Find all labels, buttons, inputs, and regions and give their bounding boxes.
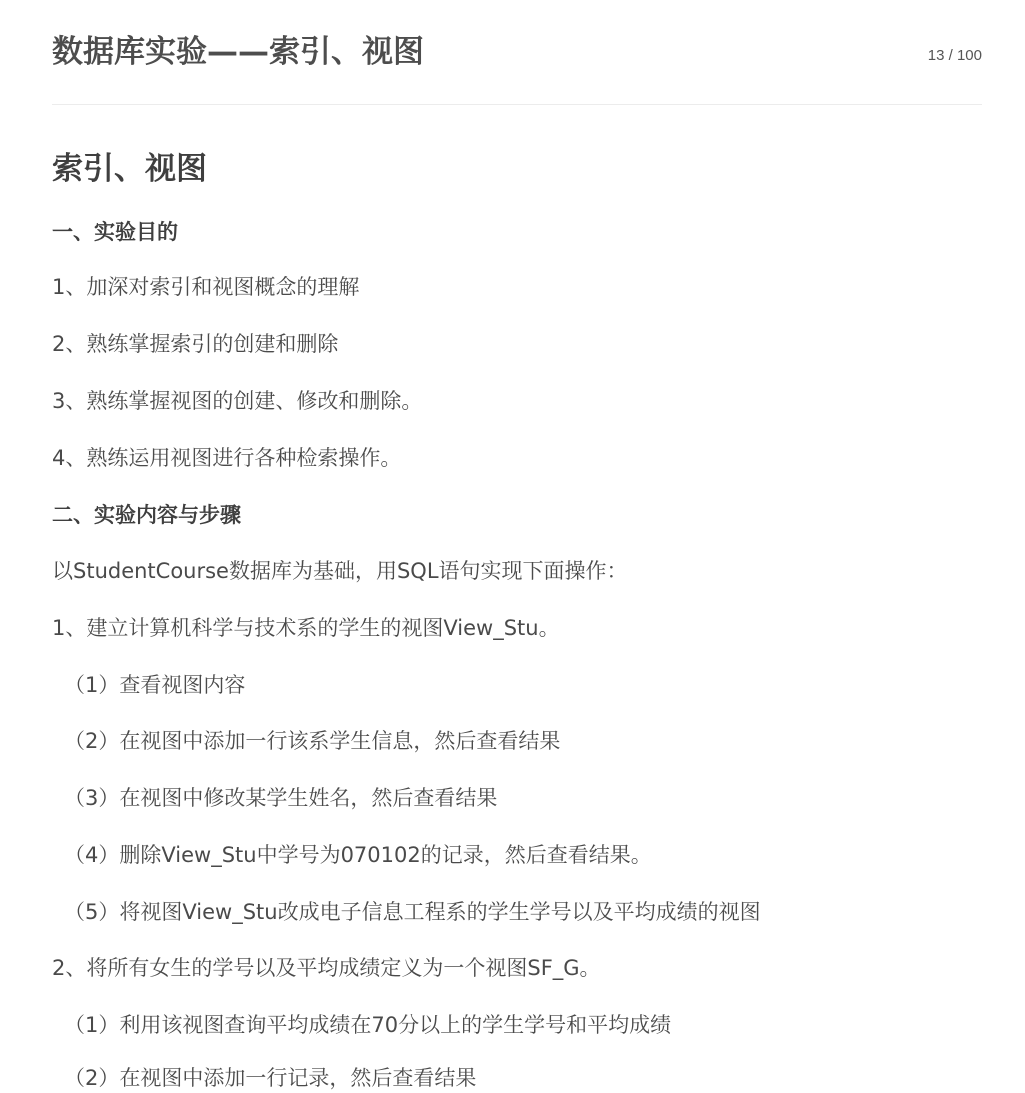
- document-title: 数据库实验——索引、视图: [52, 34, 424, 70]
- paragraph-line: （5）将视图View_Stu改成电子信息工程系的学生学号以及平均成绩的视图: [64, 900, 761, 924]
- paragraph-line: （1）查看视图内容: [64, 673, 246, 697]
- paragraph-line: 4、熟练运用视图进行各种检索操作。: [52, 446, 402, 470]
- paragraph-line: （1）利用该视图查询平均成绩在70分以上的学生学号和平均成绩: [64, 1013, 672, 1037]
- paragraph-line: 1、建立计算机科学与技术系的学生的视图View_Stu。: [52, 616, 560, 640]
- paragraph-line: （4）删除View_Stu中学号为070102的记录，然后查看结果。: [64, 843, 652, 867]
- subheading-steps: 二、实验内容与步骤: [52, 503, 241, 527]
- page-indicator: 13 / 100: [927, 47, 982, 64]
- document-header: [52, 0, 982, 105]
- section-heading: 索引、视图: [52, 151, 207, 187]
- paragraph-line: 2、将所有女生的学号以及平均成绩定义为一个视图SF_G。: [52, 956, 601, 980]
- paragraph-line: （2）在视图中添加一行该系学生信息，然后查看结果: [64, 729, 561, 753]
- paragraph-line: 以StudentCourse数据库为基础，用SQL语句实现下面操作：: [52, 559, 628, 583]
- paragraph-line: 1、加深对索引和视图概念的理解: [52, 275, 360, 299]
- paragraph-line: 2、熟练掌握索引的创建和删除: [52, 332, 339, 356]
- subheading-purpose: 一、实验目的: [52, 220, 178, 244]
- paragraph-line: 3、熟练掌握视图的创建、修改和删除。: [52, 389, 423, 413]
- paragraph-line: （2）在视图中添加一行记录，然后查看结果: [64, 1066, 477, 1090]
- paragraph-line: （3）在视图中修改某学生姓名，然后查看结果: [64, 786, 498, 810]
